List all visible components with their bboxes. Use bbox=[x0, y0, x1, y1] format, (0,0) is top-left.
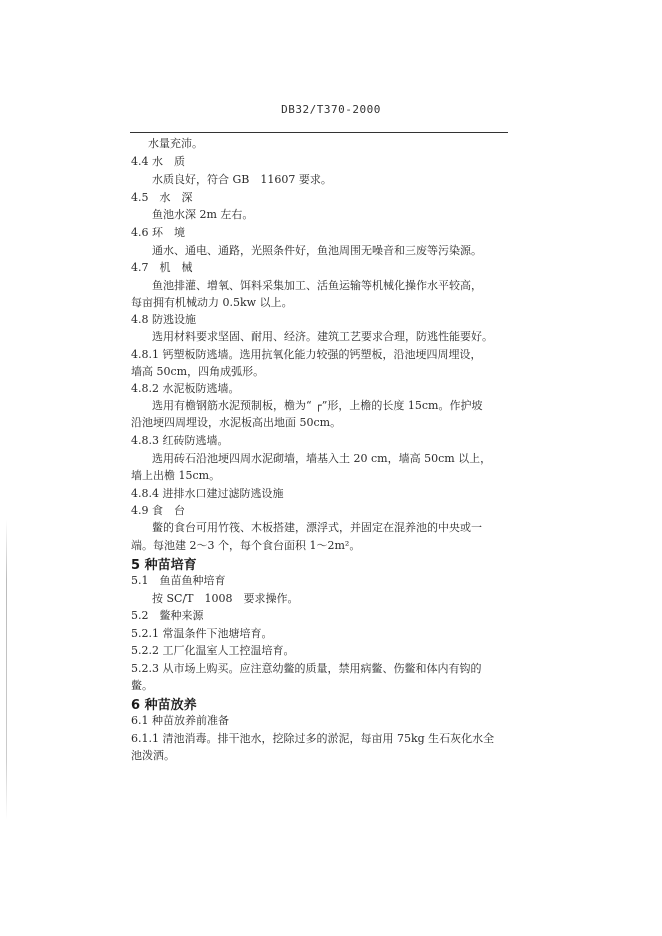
document-code: DB32/T370-2000 bbox=[281, 103, 381, 116]
section-heading: 4.8.4 进排水口建过滤防逃设施 bbox=[131, 487, 284, 500]
text-line: 5.2.2 工厂化温室人工控温培育。 bbox=[131, 644, 295, 657]
text-line: 5.2.1 常温条件下池塘培育。 bbox=[131, 627, 273, 640]
text-line: 端。每池建 2～3 个，每个食台面积 1～2m²。 bbox=[131, 539, 361, 552]
text-line: 选用有檐钢筋水泥预制板，檐为“ ┌”形，上檐的长度 15cm。作护坡 bbox=[152, 399, 483, 412]
text-line: 鳖。 bbox=[131, 679, 153, 692]
section-heading: 4.8.2 水泥板防逃墙。 bbox=[131, 382, 240, 395]
text-line: 鱼池水深 2m 左右。 bbox=[152, 208, 254, 221]
section-heading: 4.8.3 红砖防逃墙。 bbox=[131, 434, 229, 447]
scan-edge-shadow bbox=[6, 520, 7, 820]
text-line: 选用砖石沿池埂四周水泥砌墙，墙基入土 20 cm，墙高 50cm 以上， bbox=[152, 452, 492, 465]
section-heading: 4.6 环 境 bbox=[131, 226, 185, 239]
text-line: 按 SC/T 1008 要求操作。 bbox=[152, 592, 299, 605]
text-line: 鳖的食台可用竹筏、木板搭建，漂浮式，并固定在混养池的中央或一 bbox=[152, 521, 482, 534]
text-line: 水量充沛。 bbox=[148, 137, 203, 150]
text-line: 5.2.3 从市场上购买。应注意幼鳖的质量，禁用病鳖、伤鳖和体内有钩的 bbox=[131, 662, 482, 675]
section-heading: 6.1 种苗放养前准备 bbox=[131, 714, 229, 727]
text-line: 选用材料要求坚固、耐用、经济。建筑工艺要求合理，防逃性能要好。 bbox=[152, 330, 493, 343]
text-line: 通水、通电、通路，光照条件好，鱼池周围无噪音和三废等污染源。 bbox=[152, 244, 482, 257]
text-line: 沿池埂四周埋设，水泥板高出地面 50cm。 bbox=[131, 416, 342, 429]
section-heading: 5.1 鱼苗鱼种培育 bbox=[131, 574, 226, 587]
text-line: 4.8.1 钙塑板防逃墙。选用抗氧化能力较强的钙塑板，沿池埂四周埋设， bbox=[131, 348, 482, 361]
text-line: 池泼洒。 bbox=[131, 749, 175, 762]
chapter-heading: 6 种苗放养 bbox=[131, 698, 197, 713]
section-heading: 4.7 机 械 bbox=[131, 261, 193, 274]
section-heading: 4.9 食 台 bbox=[131, 504, 185, 517]
section-heading: 4.4 水 质 bbox=[131, 155, 185, 168]
text-line: 墙上出檐 15cm。 bbox=[131, 469, 221, 482]
section-heading: 4.8 防逃设施 bbox=[131, 313, 196, 326]
chapter-heading: 5 种苗培育 bbox=[131, 558, 197, 573]
text-line: 6.1.1 清池消毒。排干池水，挖除过多的淤泥，每亩用 75kg 生石灰化水全 bbox=[131, 732, 495, 745]
text-line: 鱼池排灌、增氧、饵料采集加工、活鱼运输等机械化操作水平较高， bbox=[152, 279, 482, 292]
section-heading: 5.2 鳖种来源 bbox=[131, 609, 204, 622]
section-heading: 4.5 水 深 bbox=[131, 191, 193, 204]
text-line: 水质良好，符合 GB 11607 要求。 bbox=[152, 173, 332, 186]
text-line: 每亩拥有机械动力 0.5kw 以上。 bbox=[131, 296, 293, 309]
text-line: 墙高 50cm，四角成弧形。 bbox=[131, 365, 265, 378]
header-divider bbox=[130, 132, 508, 133]
